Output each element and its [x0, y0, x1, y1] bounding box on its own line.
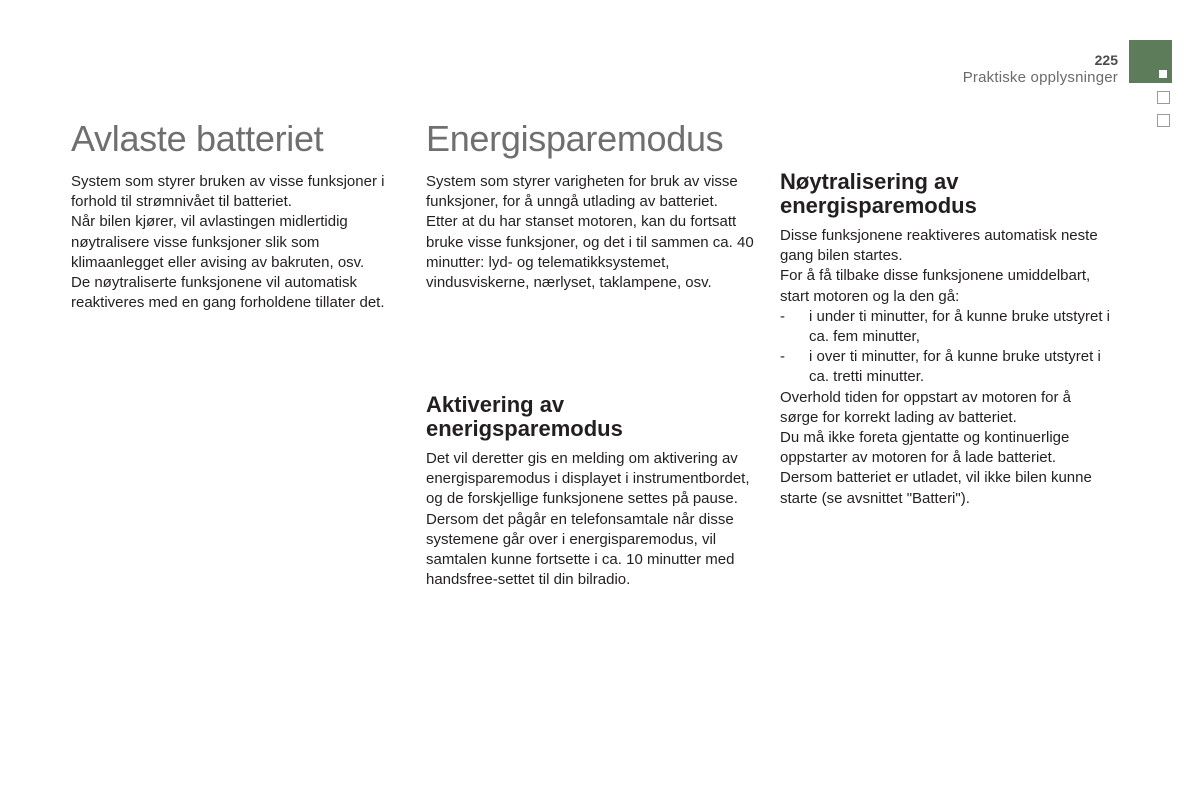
- list-item-text: i over ti minutter, for å kunne bruke utstyret i ca. tretti minutter.: [809, 348, 1101, 386]
- paragraph: Du må ikke foreta gjentatte og kontinuerlige oppstarter av motoren for å lade batteriet.: [780, 429, 1070, 467]
- paragraph: For å få tilbake disse funksjonene umiddelbart, start motoren og la den gå:: [780, 267, 1091, 305]
- section-name: Praktiske opplysninger: [962, 69, 1118, 86]
- column-energy-saving-mode: [426, 118, 761, 293]
- chapter-tab-box: [1157, 114, 1170, 127]
- list-item-text: i under ti minutter, for å kunne bruke utstyret i ca. fem minutter,: [809, 307, 1110, 346]
- paragraph: Dersom batteriet er utladet, vil ikke bilen kunne starte (se avsnittet "Batteri").: [780, 469, 1092, 507]
- subsection-title: Nøytralisering av energisparemodus: [780, 169, 977, 218]
- chapter-tab: [1129, 40, 1172, 83]
- paragraph: System som styrer varigheten for bruk av visse funksjoner, for å unngå utlading av batteriet.: [426, 173, 738, 211]
- paragraph: De nøytraliserte funksjonene vil automatisk reaktiveres med en gang forholdene tillater det.: [71, 274, 385, 312]
- paragraph: Det vil deretter gis en melding om aktivering av energisparemodus i displayet i instrumentbordet, og de forskjellige funksjonene settes på pause.: [426, 450, 750, 508]
- paragraph: Overhold tiden for oppstart av motoren for å sørge for korrekt lading av batteriet.: [780, 388, 1071, 426]
- chapter-tab-marker: [1159, 70, 1167, 78]
- chapter-tab-box: [1157, 91, 1170, 104]
- paragraph: Disse funksjonene reaktiveres automatisk neste gang bilen startes.: [780, 227, 1098, 265]
- list-item: [780, 307, 1110, 347]
- column-battery-load-shedding: [71, 118, 406, 313]
- section-title: Avlaste batteriet: [71, 118, 324, 159]
- section-title: Energisparemodus: [426, 118, 724, 159]
- subsection-activation: [426, 393, 761, 590]
- dash-bullet: -: [780, 307, 785, 325]
- column-neutralisation: [780, 170, 1110, 509]
- page-number: 225: [1094, 52, 1118, 68]
- dash-bullet: -: [780, 348, 785, 366]
- paragraph: System som styrer bruken av visse funksjoner i forhold til strømnivået til batteriet.: [71, 173, 385, 211]
- subsection-title: Aktivering av enerigsparemodus: [426, 392, 623, 441]
- paragraph: Dersom det pågår en telefonsamtale når disse systemene går over i energisparemodus, vil samtalen kunne fortsette i ca. 10 minutter med handsfree-settet til din bilradio.: [426, 510, 735, 589]
- dash-list: [780, 307, 1110, 388]
- list-item: [780, 347, 1110, 387]
- paragraph: Etter at du har stanset motoren, kan du fortsatt bruke visse funksjoner, og det i til sammen ca. 40 minutter: lyd- og telematikksystemet, vindusviskerne, nærlyset, taklampene, osv.: [426, 213, 754, 292]
- paragraph: Når bilen kjører, vil avlastingen midlertidig nøytralisere visse funksjoner slik som klimaanlegget eller avising av bakruten, osv.: [71, 213, 365, 271]
